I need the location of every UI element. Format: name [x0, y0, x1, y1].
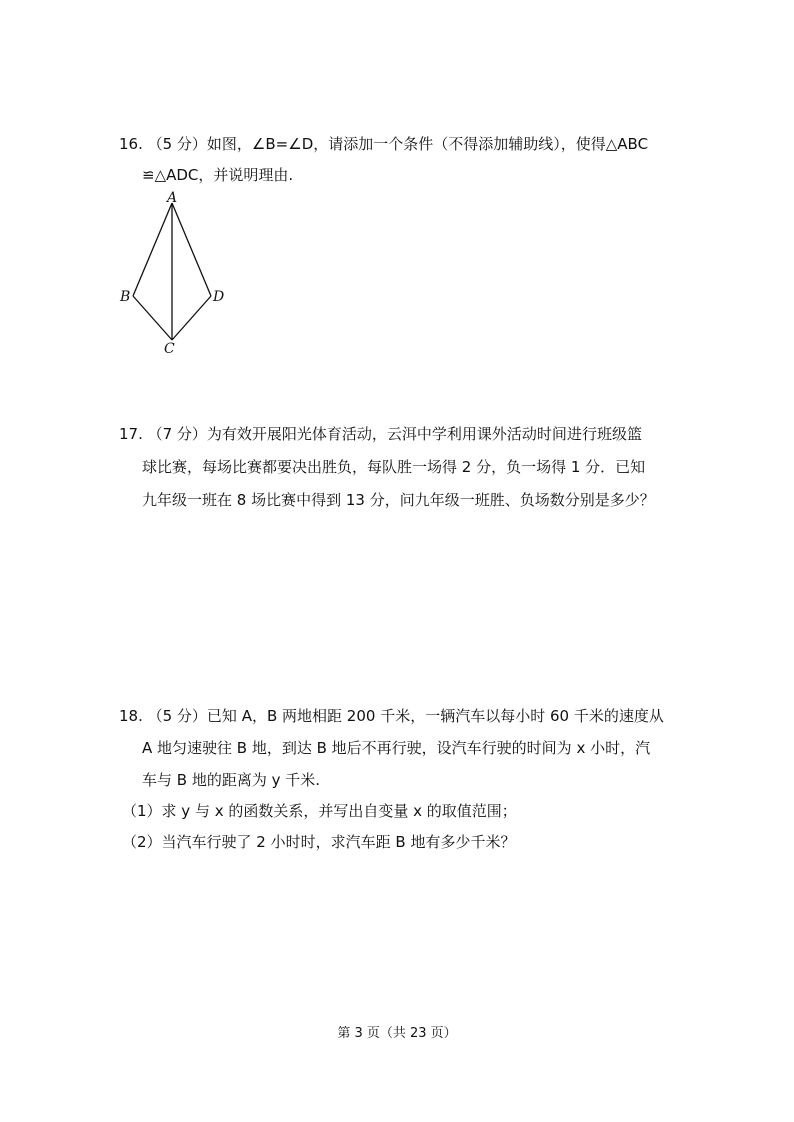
problem-17-line-3: 九年级一班在 8 场比赛中得到 13 分，问九年级一班胜、负场数分别是多少？: [142, 491, 655, 509]
vertex-label-d: D: [213, 289, 225, 305]
problem-18-line-3: 车与 B 地的距离为 y 千米.: [142, 771, 321, 789]
problem-18-subquestion-2: （2）当汽车行驶了 2 小时时，求汽车距 B 地有多少千米？: [122, 833, 516, 851]
problem-16-line-1: 16. （5 分）如图，∠B=∠D，请添加一个条件（不得添加辅助线），使得△ABC: [119, 135, 649, 153]
segment-ab: [133, 203, 172, 296]
problem-18-subquestion-1: （1）求 y 与 x 的函数关系，并写出自变量 x 的取值范围；: [122, 802, 517, 820]
problem-17-line-1: 17. （7 分）为有效开展阳光体育活动，云洱中学利用课外活动时间进行班级篮: [119, 425, 642, 443]
problem-18-line-2: A 地匀速驶往 B 地，到达 B 地后不再行驶，设汽车行驶的时间为 x 小时，汽: [142, 739, 651, 757]
vertex-label-b: B: [120, 289, 131, 305]
vertex-label-a: A: [167, 190, 178, 206]
page-number-footer: 第 3 页（共 23 页）: [337, 1026, 457, 1041]
segment-bc: [133, 296, 172, 340]
segment-ad: [172, 203, 211, 296]
kite-figure: [112, 190, 232, 360]
segment-dc: [172, 296, 211, 340]
problem-16-line-2: ≌△ADC，并说明理由.: [142, 166, 294, 184]
problem-17-line-2: 球比赛，每场比赛都要决出胜负，每队胜一场得 2 分，负一场得 1 分．已知: [142, 458, 646, 476]
problem-18-line-1: 18. （5 分）已知 A，B 两地相距 200 千米，一辆汽车以每小时 60 千米的速度从: [119, 707, 664, 725]
vertex-label-c: C: [164, 341, 175, 357]
